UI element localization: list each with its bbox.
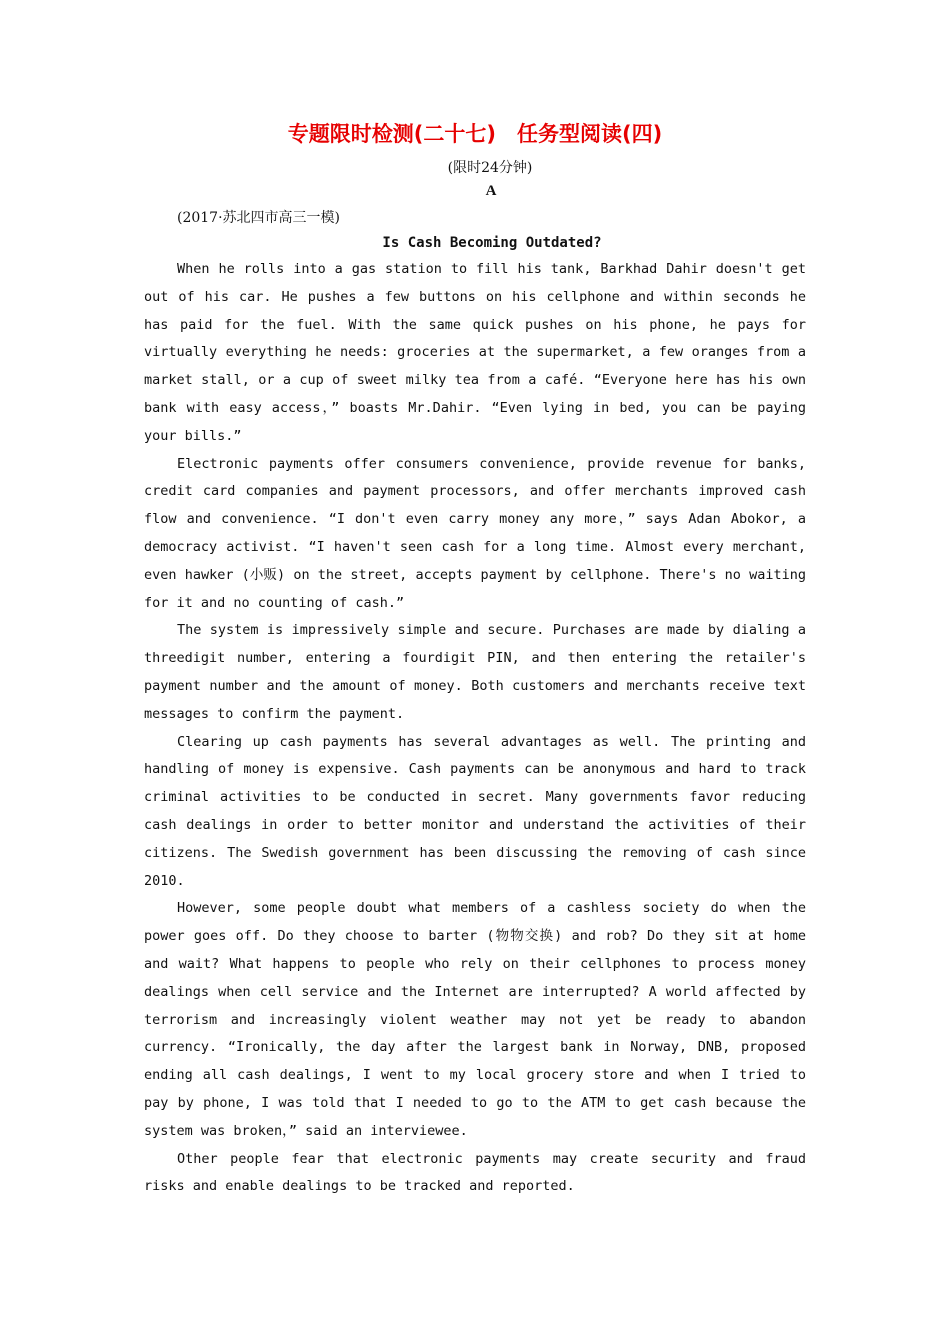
time-limit: (限时24分钟) [447, 160, 533, 176]
paragraph: The system is impressively simple and secure. Purchases are made by dialing a threedigit number, entering a fourdigit PIN, and then entering the retailer's payment number and the amount of money. Both customers and merchants receive text messages to confirm the payment. [144, 622, 806, 722]
paragraph: However, some people doubt what members of a cashless society do when the power goes off. Do they choose to barter (物物交换) and rob? Do they sit at home and wait? What happens to people who rely on their cellphones to process money dealings when cell service and the Internet are interrupted? A world affected by terrorism and increasingly violent weather may not yet be ready to abandon currency. “Ironically, the day after the largest bank in Norway, DNB, proposed ending all cash dealings, I went to my local grocery store and when I tried to pay by phone, I was told that I needed to go to the ATM to get cash because the system was broken，” said an interviewee. [144, 900, 806, 1139]
page-title: 专题限时检测(二十七) 任务型阅读(四) [287, 122, 663, 146]
paragraph: Clearing up cash payments has several advantages as well. The printing and handling of money is expensive. Cash payments can be anonymous and hard to track criminal activities to be conducted in secret. Many governments favor reducing cash dealings in order to better monitor and understand the activities of their citizens. The Swedish government has been discussing the removing of cash since 2010. [144, 733, 806, 889]
article-title: Is Cash Becoming Outdated? [382, 235, 602, 251]
paragraph: Electronic payments offer consumers convenience, provide revenue for banks, credit card companies and payment processors, and offer merchants improved cash flow and convenience. “I don't even carry money any more，” says Adan Abokor, a democracy activist. “I haven't seen cash for a long time. Almost every merchant, even hawker (小贩) on the street, accepts payment by cellphone. There's no waiting for it and no counting of cash.” [144, 455, 806, 611]
passage-source: (2017·苏北四市高三一模) [177, 210, 341, 226]
paragraph: When he rolls into a gas station to fill his tank, Barkhad Dahir doesn't get out of his car. He pushes a few buttons on his cellphone and within seconds he has paid for the fuel. With the same quick pushes on his phone, he pays for virtually everything he needs: groceries at the supermarket, a few oranges from a market stall, or a cup of sweet milky tea from a café. “Everyone here has his own bank with easy access，” boasts Mr.Dahir. “Even lying in bed, you can be paying your bills.” [144, 261, 806, 444]
paragraph: Other people fear that electronic payments may create security and fraud risks and enable dealings to be tracked and reported. [144, 1150, 806, 1195]
section-label: A [485, 183, 497, 199]
article-body [144, 256, 806, 1201]
